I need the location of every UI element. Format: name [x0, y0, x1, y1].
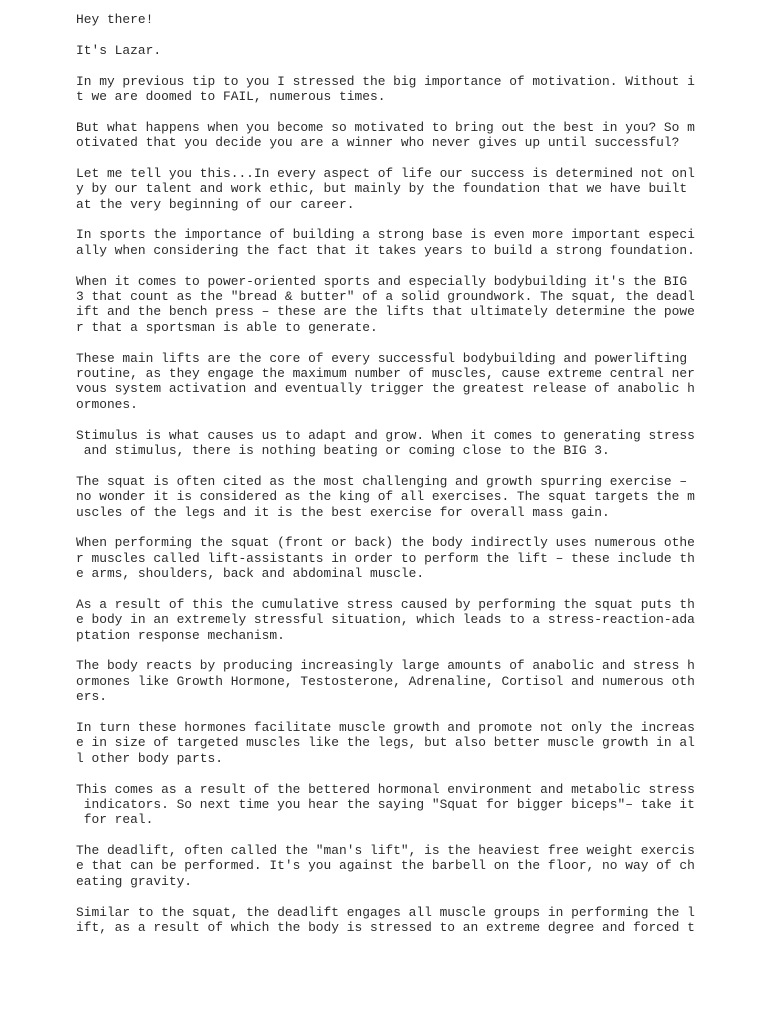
- text-line: 3 that count as the "bread & butter" of a solid groundwork. The squat, the deadl: [76, 289, 695, 305]
- text-line: This comes as a result of the bettered hormonal environment and metabolic stress: [76, 781, 695, 797]
- paragraph-squat: [76, 473, 695, 520]
- text-line: e arms, shoulders, back and abdominal muscle.: [76, 566, 425, 582]
- text-line: r muscles called lift-assistants in order to perform the lift – these include th: [76, 550, 695, 566]
- text-line: at the very beginning of our career.: [76, 196, 355, 212]
- text-line: ptation response mechanism.: [76, 627, 285, 643]
- text-line: When it comes to power-oriented sports and especially bodybuilding it's the BIG: [76, 273, 688, 289]
- text-line: eating gravity.: [76, 873, 193, 889]
- paragraph-deadlift: [76, 843, 695, 889]
- text-line: In my previous tip to you I stressed the big importance of motivation. Without i: [76, 73, 695, 89]
- paragraph-strong-base: [76, 227, 695, 258]
- text-line: ormones like Growth Hormone, Testosterone, Adrenaline, Cortisol and numerous oth: [76, 673, 695, 689]
- text-line: In sports the importance of building a strong base is even more important especi: [76, 227, 695, 243]
- text-line: otivated that you decide you are a winner who never gives up until successful?: [76, 135, 680, 151]
- paragraph-stimulus: [76, 427, 695, 459]
- paragraph-lift-assistants: [76, 535, 695, 582]
- text-line: ers.: [76, 689, 107, 705]
- text-line: In turn these hormones facilitate muscle growth and promote not only the increas: [76, 719, 695, 735]
- text-line: indicators. So next time you hear the saying "Squat for bigger biceps"– take it: [76, 796, 695, 812]
- paragraph-big-3: [76, 273, 695, 336]
- text-line: Hey there!: [76, 12, 154, 27]
- text-line: The deadlift, often called the "man's lift", is the heaviest free weight exercis: [76, 843, 695, 859]
- text-line: e in size of targeted muscles like the legs, but also better muscle growth in al: [76, 735, 695, 751]
- text-line: When performing the squat (front or back) the body indirectly uses numerous othe: [76, 535, 695, 551]
- text-line: vous system activation and eventually trigger the greatest release of anabolic h: [76, 381, 695, 397]
- paragraph-motivation: [76, 73, 695, 105]
- text-line: ift, as a result of which the body is stressed to an extreme degree and forced t: [76, 920, 695, 936]
- document-body: [76, 12, 695, 951]
- paragraph-deadlift-engagement: [76, 904, 695, 936]
- text-line: no wonder it is considered as the king of all exercises. The squat targets the m: [76, 489, 695, 505]
- text-line: y by our talent and work ethic, but mainly by the foundation that we have built: [76, 181, 688, 197]
- text-line: e that can be performed. It's you against the barbell on the floor, no way of ch: [76, 858, 695, 874]
- text-line: uscles of the legs and it is the best exercise for overall mass gain.: [76, 504, 610, 520]
- paragraph-winner: [76, 119, 695, 151]
- text-line: The squat is often cited as the most challenging and growth spurring exercise –: [76, 473, 688, 489]
- text-line: Stimulus is what causes us to adapt and grow. When it comes to generating stress: [76, 427, 695, 443]
- text-line: and stimulus, there is nothing beating or coming close to the BIG 3.: [76, 442, 610, 458]
- text-line: for real.: [76, 812, 154, 828]
- paragraph-foundation: [76, 165, 695, 212]
- text-line: But what happens when you become so motivated to bring out the best in you? So m: [76, 119, 695, 135]
- text-line: ally when considering the fact that it takes years to build a strong foundation.: [76, 242, 695, 258]
- text-line: As a result of this the cumulative stress caused by performing the squat puts th: [76, 596, 695, 612]
- paragraph-bigger-biceps: [76, 781, 695, 828]
- text-line: ormones.: [76, 396, 138, 412]
- text-line: routine, as they engage the maximum number of muscles, cause extreme central ner: [76, 365, 695, 381]
- paragraph-main-lifts: [76, 350, 695, 413]
- text-line: ift and the bench press – these are the lifts that ultimately determine the powe: [76, 304, 695, 320]
- text-line: t we are doomed to FAIL, numerous times.: [76, 88, 386, 104]
- text-line: l other body parts.: [76, 750, 223, 766]
- paragraph-signature-intro: [76, 43, 686, 58]
- paragraph-greeting: [76, 12, 686, 27]
- paragraph-muscle-growth: [76, 719, 695, 766]
- text-line: These main lifts are the core of every successful bodybuilding and powerlifting: [76, 350, 688, 366]
- text-line: r that a sportsman is able to generate.: [76, 319, 378, 335]
- text-line: Similar to the squat, the deadlift engages all muscle groups in performing the l: [76, 904, 695, 920]
- paragraph-hormones: [76, 658, 695, 705]
- text-line: The body reacts by producing increasingly large amounts of anabolic and stress h: [76, 658, 695, 674]
- text-line: It's Lazar.: [76, 42, 162, 58]
- text-line: e body in an extremely stressful situation, which leads to a stress-reaction-ada: [76, 612, 695, 628]
- text-line: Let me tell you this...In every aspect of life our success is determined not onl: [76, 165, 695, 181]
- paragraph-cumulative-stress: [76, 596, 695, 643]
